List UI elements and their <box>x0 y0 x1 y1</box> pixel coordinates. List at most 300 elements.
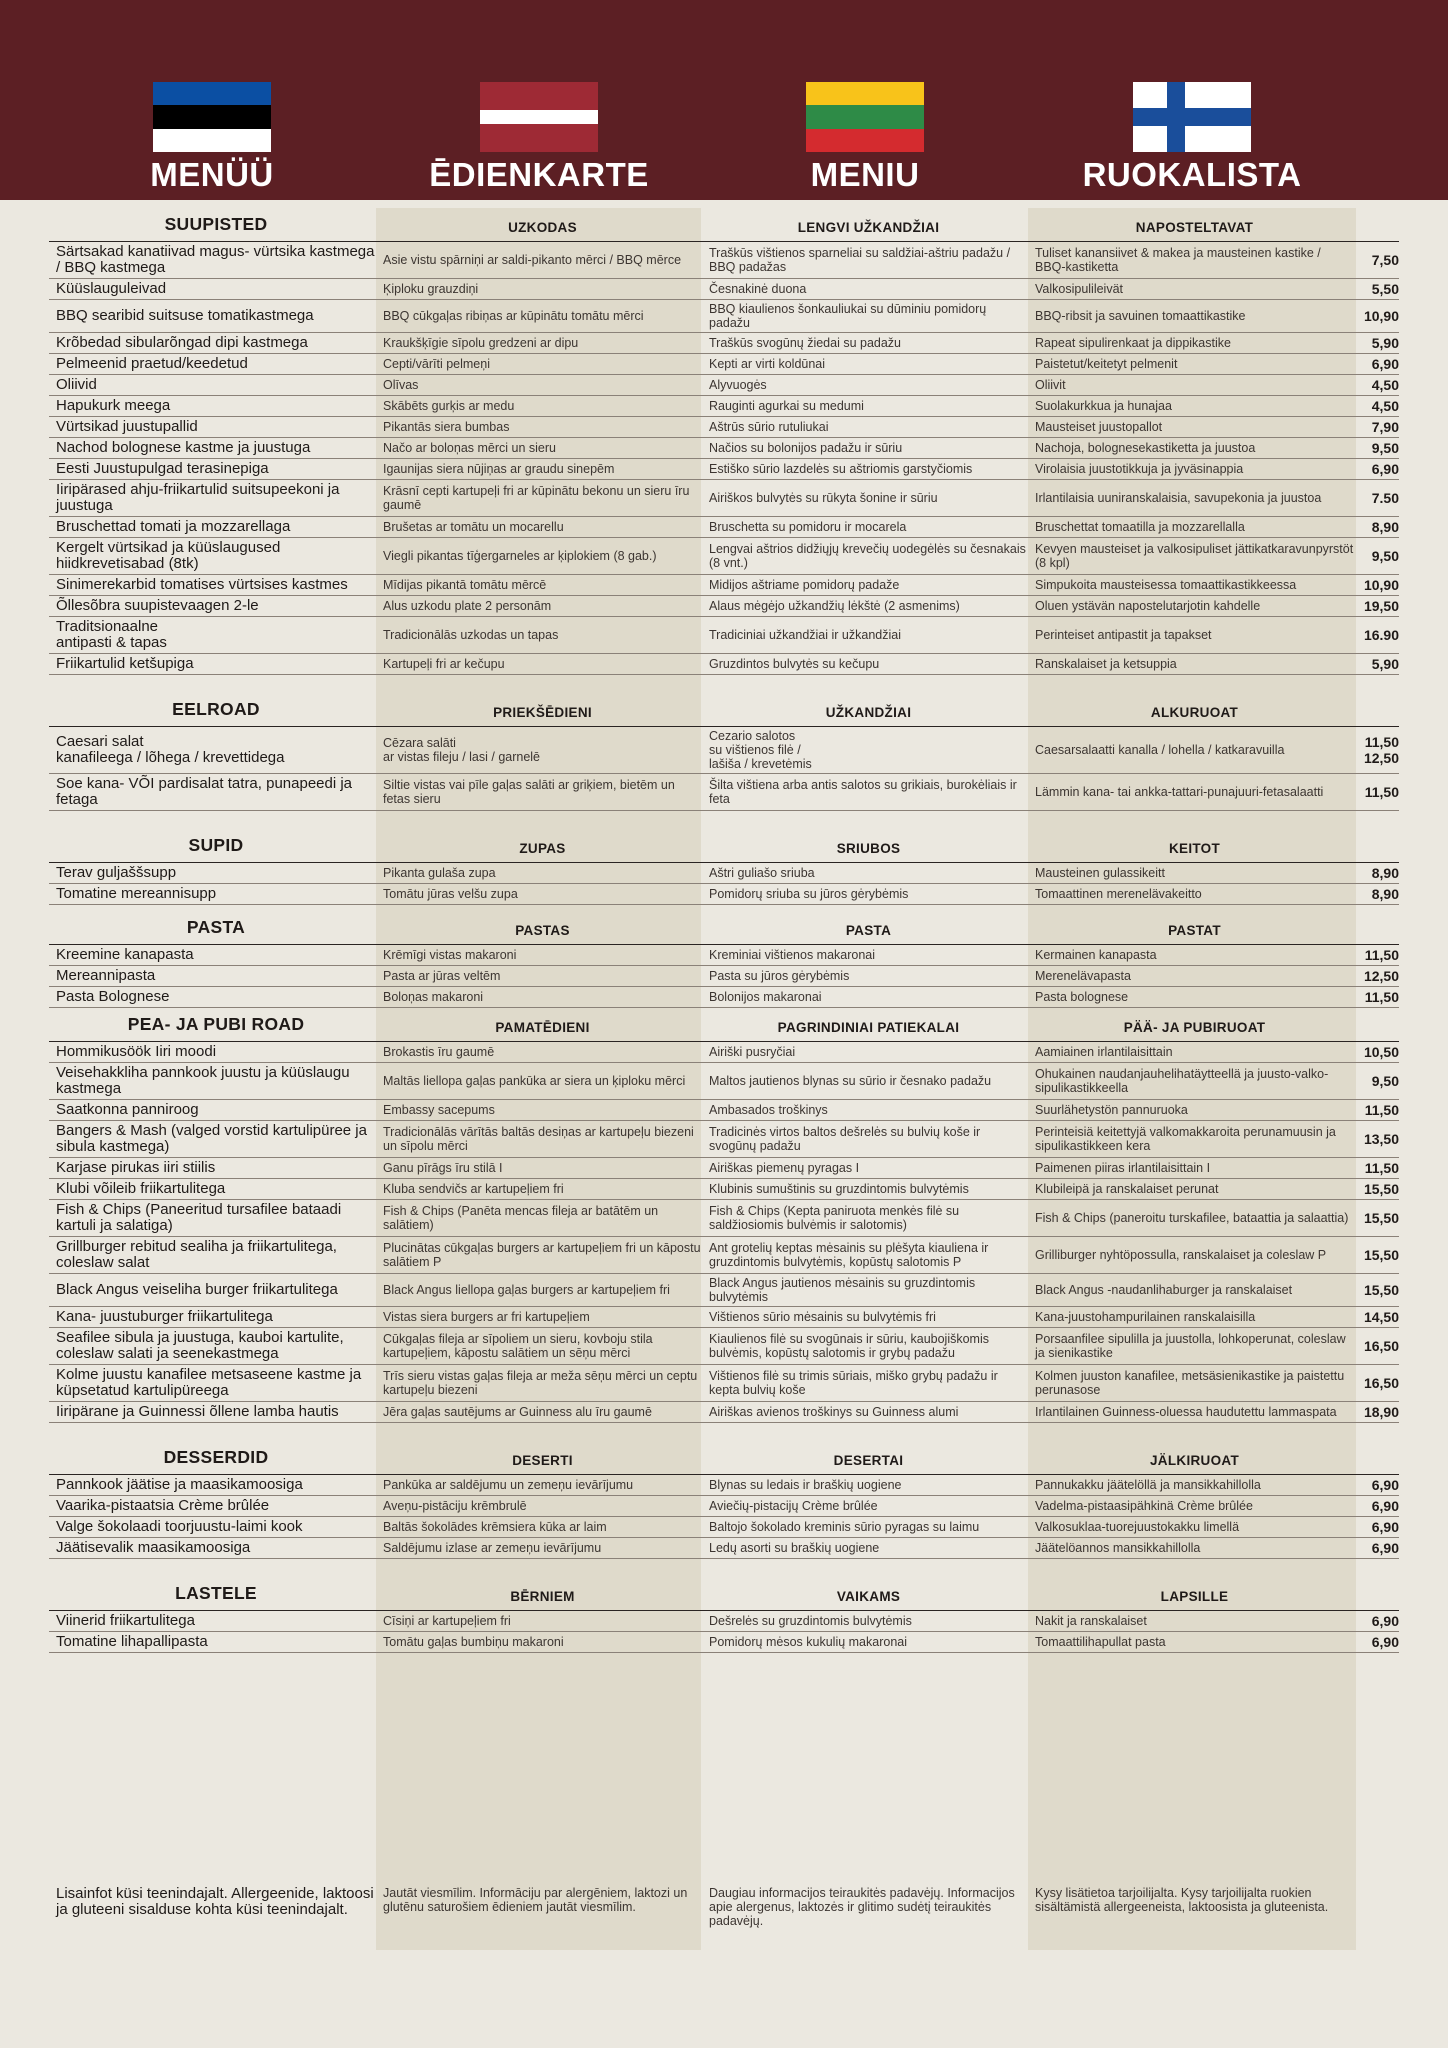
item-name-estonian: Klubi võileib friikartulitega <box>56 1180 226 1197</box>
footer-note-finnish: Kysy lisätietoa tarjoilijalta. Kysy tarjoilijalta ruokien sisältämistä allergeeneista, laktoosista ja gluteenista. <box>1035 1886 1329 1914</box>
item-price: 16,50 <box>1363 1338 1399 1354</box>
item-name-lithuanian: Klubinis sumuštinis su gruzdintomis bulvytėmis <box>709 1182 969 1196</box>
item-price: 6,90 <box>1371 356 1399 372</box>
item-name-latvian: Kluba sendvičs ar kartupeļiem fri <box>383 1182 564 1196</box>
item-price: 4,50 <box>1371 398 1399 414</box>
item-name-latvian: Tradicionālās uzkodas un tapas <box>383 628 559 642</box>
menu-item-row <box>49 654 1399 675</box>
item-name-estonian: Tomatine lihapallipasta <box>56 1633 208 1650</box>
item-name-lithuanian: Airiškas avienos troškinys su Guinness alumi <box>709 1405 959 1419</box>
section-header <box>49 1577 1399 1611</box>
section-title-lithuanian: PASTA <box>845 923 892 938</box>
section-header <box>49 1441 1399 1475</box>
item-name-estonian: Hapukurk meega <box>56 397 171 414</box>
item-price: 7,90 <box>1371 419 1399 435</box>
item-name-finnish: Aamiainen irlantilaisittain <box>1035 1045 1173 1059</box>
item-price: 5,90 <box>1371 335 1399 351</box>
item-name-estonian: Seafilee sibula ja juustuga, kauboi kartulite, coleslaw salati ja seenekastmega <box>56 1329 344 1362</box>
menu-item-row <box>49 333 1399 354</box>
item-name-estonian: Jäätisevalik maasikamoosiga <box>56 1539 251 1556</box>
item-name-finnish: Oluen ystävän napostelutarjotin kahdelle <box>1035 599 1261 613</box>
item-name-lithuanian: Airiškos bulvytės su rūkyta šonine ir sūriu <box>709 491 938 505</box>
item-name-lithuanian: Baltojo šokolado kreminis sūrio pyragas su laimu <box>709 1520 980 1534</box>
item-name-finnish: Black Angus -naudanlihaburger ja ranskalaiset <box>1035 1283 1293 1297</box>
menu-item-row <box>49 596 1399 617</box>
item-price: 10,90 <box>1363 308 1399 324</box>
item-name-estonian: Caesari salat kanafileega / lõhega / krevettidega <box>56 733 285 766</box>
menu-item-row <box>49 1200 1399 1237</box>
item-name-lithuanian: Fish & Chips (Kepta paniruota menkės filė su saldžiosiomis bulvėmis ir salotomis) <box>709 1204 960 1232</box>
item-name-finnish: Tomaattilihapullat pasta <box>1035 1635 1166 1649</box>
item-price: 8,90 <box>1371 865 1399 881</box>
item-name-finnish: Suolakurkkua ja hunajaa <box>1035 399 1172 413</box>
item-name-lithuanian: Airiški pusryčiai <box>709 1045 796 1059</box>
item-name-lithuanian: Airiškas piemenų pyragas I <box>709 1161 860 1175</box>
menu-item-row <box>49 1328 1399 1365</box>
menu-item-row <box>49 1365 1399 1402</box>
item-price: 9,50 <box>1371 1073 1399 1089</box>
item-price: 4,50 <box>1371 377 1399 393</box>
item-price: 11,50 <box>1364 1160 1399 1176</box>
item-price: 15,50 <box>1363 1247 1399 1263</box>
menu-item-row <box>49 1100 1399 1121</box>
item-name-lithuanian: Traškūs vištienos sparneliai su saldžiai-aštriu padažu / BBQ padažas <box>709 246 1011 274</box>
item-name-lithuanian: Dešrelės su gruzdintomis bulvytėmis <box>709 1614 912 1628</box>
item-price: 6,90 <box>1371 1634 1399 1650</box>
item-name-finnish: Porsaanfilee sipulilla ja juustolla, lohkoperunat, coleslaw ja sienikastike <box>1035 1332 1346 1360</box>
item-name-estonian: Oliivid <box>56 376 97 393</box>
section-title-latvian: DESERTI <box>512 1453 573 1468</box>
section-title-finnish: ALKURUOAT <box>1150 705 1239 720</box>
item-name-estonian: Krõbedad sibularõngad dipi kastmega <box>56 334 308 351</box>
section-title-estonian: DESSERDID <box>163 1447 269 1467</box>
item-name-lithuanian: Kreminiai vištienos makaronai <box>709 948 876 962</box>
item-name-lithuanian: Pasta su jūros gėrybėmis <box>709 969 850 983</box>
item-name-finnish: Mausteiset juustopallot <box>1035 420 1163 434</box>
item-name-lithuanian: Šilta vištiena arba antis salotos su grikiais, burokėliais ir feta <box>709 778 1017 806</box>
item-name-latvian: Fish & Chips (Panēta mencas fileja ar batātēm un salātiem) <box>383 1204 659 1232</box>
item-name-latvian: Tradicionālās vārītās baltās desiņas ar kartupeļu biezeni un sīpolu mērci <box>383 1125 694 1153</box>
item-name-estonian: BBQ searibid suitsuse tomatikastmega <box>56 307 314 324</box>
item-name-latvian: Skābēts gurķis ar medu <box>383 399 515 413</box>
item-name-estonian: Tomatine mereannisupp <box>56 885 217 902</box>
item-name-lithuanian: Kiaulienos filė su svogūnais ir sūriu, kaubojiškomis bulvėmis, kopūstų salotomis ir grybų padažu <box>709 1332 989 1360</box>
menu-item-row <box>49 1632 1399 1653</box>
item-name-latvian: Brušetas ar tomātu un mocarellu <box>383 520 564 534</box>
item-name-finnish: Kermainen kanapasta <box>1035 948 1157 962</box>
section-title-finnish: JÄLKIRUOAT <box>1150 1453 1239 1468</box>
item-name-estonian: Grillburger rebitud sealiha ja friikartulitega, coleslaw salat <box>56 1238 337 1271</box>
item-name-latvian: Tomātu jūras velšu zupa <box>383 887 518 901</box>
item-name-finnish: Lämmin kana- tai ankka-tattari-punajuuri-fetasalaatti <box>1035 785 1324 799</box>
menu-table <box>49 208 1399 1653</box>
item-price: 11,50 12,50 <box>1363 734 1399 766</box>
section-title-estonian: LASTELE <box>175 1583 257 1603</box>
title-latvian: ĒDIENKARTE <box>429 156 649 193</box>
menu-item-row <box>49 396 1399 417</box>
menu-item-row <box>49 279 1399 300</box>
menu-item-row <box>49 987 1399 1008</box>
item-name-estonian: Saatkonna panniroog <box>56 1101 199 1118</box>
section-title-latvian: BĒRNIEM <box>510 1589 575 1604</box>
item-name-estonian: Hommikusöök Iiri moodi <box>56 1043 217 1060</box>
item-name-latvian: Kartupeļi fri ar kečupu <box>383 657 505 671</box>
item-name-finnish: Merenelävapasta <box>1035 969 1131 983</box>
item-name-lithuanian: Bolonijos makaronai <box>709 990 822 1004</box>
section-title-latvian: PASTAS <box>515 923 570 938</box>
item-name-lithuanian: Midijos aštriame pomidorų padaže <box>709 578 900 592</box>
menu-item-row <box>49 1307 1399 1328</box>
item-name-estonian: Viinerid friikartulitega <box>56 1612 195 1629</box>
header-column-estonian <box>92 82 332 194</box>
item-name-estonian: Soe kana- VÕI pardisalat tatra, punapeedi ja fetaga <box>56 775 353 808</box>
item-name-finnish: Pasta bolognese <box>1035 990 1129 1004</box>
item-name-estonian: Kergelt vürtsikad ja küüslaugused hiidkrevetisabad (8tk) <box>56 539 281 572</box>
section-title-latvian: UZKODAS <box>508 220 577 235</box>
item-name-lithuanian: Aštri guliašo sriuba <box>709 866 815 880</box>
menu-item-row <box>49 945 1399 966</box>
item-name-lithuanian: Pomidorų sriuba su jūros gėrybėmis <box>709 887 909 901</box>
item-name-finnish: Simpukoita mausteisessa tomaattikastikkeessa <box>1035 578 1297 592</box>
item-price: 7,50 <box>1371 252 1399 268</box>
item-name-finnish: Valkosipulileivät <box>1035 282 1124 296</box>
menu-item-row <box>49 1402 1399 1423</box>
item-name-estonian: Pasta Bolognese <box>56 988 170 1005</box>
item-name-lithuanian: Česnakinė duona <box>709 282 807 296</box>
menu-item-row <box>49 1274 1399 1307</box>
title-finnish: RUOKALISTA <box>1082 156 1302 193</box>
menu-item-row <box>49 459 1399 480</box>
item-name-latvian: Olīvas <box>383 378 419 392</box>
item-name-lithuanian: Traškūs svogūnų žiedai su padažu <box>709 336 902 350</box>
item-name-lithuanian: Black Angus jautienos mėsainis su gruzdintomis bulvytėmis <box>709 1276 976 1304</box>
menu-item-row <box>49 354 1399 375</box>
item-name-lithuanian: Tradiciniai užkandžiai ir užkandžiai <box>709 628 901 642</box>
item-price: 15,50 <box>1363 1282 1399 1298</box>
item-name-latvian: Pankūka ar saldējumu un zemeņu ievārījumu <box>383 1478 634 1492</box>
item-name-latvian: Ķiploku grauzdiņi <box>383 282 479 296</box>
item-name-finnish: Fish & Chips (paneroitu turskafilee, bataattia ja salaattia) <box>1035 1211 1349 1225</box>
item-name-estonian: Iiripärased ahju-friikartulid suitsupeekoni ja juustuga <box>56 481 340 514</box>
section-title-finnish: LAPSILLE <box>1160 1589 1229 1604</box>
item-name-latvian: Saldējumu izlase ar zemeņu ievārījumu <box>383 1541 602 1555</box>
menu-item-row <box>49 1121 1399 1158</box>
item-name-finnish: Oliivit <box>1035 378 1066 392</box>
menu-item-row <box>49 1158 1399 1179</box>
item-price: 6,90 <box>1371 1477 1399 1493</box>
item-name-finnish: Paistetut/keitetyt pelmenit <box>1035 357 1178 371</box>
menu-item-row <box>49 438 1399 459</box>
item-name-lithuanian: Ambasados troškinys <box>709 1103 828 1117</box>
item-name-latvian: Alus uzkodu plate 2 personām <box>383 599 552 613</box>
menu-item-row <box>49 538 1399 575</box>
menu-item-row <box>49 417 1399 438</box>
item-price: 6,90 <box>1371 1540 1399 1556</box>
section-title-finnish: PÄÄ- JA PUBIRUOAT <box>1123 1020 1266 1035</box>
section-header <box>49 1008 1399 1042</box>
item-name-lithuanian: Bruschetta su pomidoru ir mocarela <box>709 520 907 534</box>
item-name-latvian: Cūkgaļas fileja ar sīpoliem un sieru, kovboju stila kartupeļiem, kāpostu salātiem un sēņu mērci <box>383 1332 653 1360</box>
item-price: 5,90 <box>1371 656 1399 672</box>
item-name-latvian: Pikanta gulaša zupa <box>383 866 496 880</box>
item-price: 8,90 <box>1371 519 1399 535</box>
item-name-latvian: Cīsiņi ar kartupeļiem fri <box>383 1614 511 1628</box>
item-price: 6,90 <box>1371 1498 1399 1514</box>
menu-item-row <box>49 575 1399 596</box>
item-name-lithuanian: Gruzdintos bulvytės su kečupu <box>709 657 880 671</box>
item-name-finnish: Nakit ja ranskalaiset <box>1035 1614 1147 1628</box>
item-name-finnish: Kevyen mausteiset ja valkosipuliset jättikatkaravunpyrstöt (8 kpl) <box>1035 542 1354 570</box>
item-name-lithuanian: Načios su bolonijos padažu ir sūriu <box>709 441 903 455</box>
item-name-finnish: Pannukakku jäätelöllä ja mansikkahillolla <box>1035 1478 1261 1492</box>
item-name-latvian: Načo ar boloņas mērci un sieru <box>383 441 556 455</box>
item-name-finnish: Ranskalaiset ja ketsuppia <box>1035 657 1177 671</box>
item-name-estonian: Veisehakkliha pannkook juustu ja küüslaugu kastmega <box>56 1064 350 1097</box>
item-name-lithuanian: Pomidorų mėsos kukulių makaronai <box>709 1635 908 1649</box>
item-name-finnish: BBQ-ribsit ja savuinen tomaattikastike <box>1035 309 1246 323</box>
menu-item-row <box>49 375 1399 396</box>
item-name-finnish: Caesarsalaatti kanalla / lohella / katkaravuilla <box>1035 743 1285 757</box>
item-name-latvian: Baltās šokolādes krēmsiera kūka ar laim <box>383 1520 607 1534</box>
footer-notes <box>49 1886 1399 1928</box>
menu-item-row <box>49 884 1399 905</box>
item-name-lithuanian: Cezario salotos su vištienos filė / lašiša / krevetėmis <box>709 729 812 771</box>
menu-item-row <box>49 1517 1399 1538</box>
finland-flag-icon <box>1133 82 1251 152</box>
section-title-estonian: PASTA <box>186 917 246 937</box>
item-price: 16,50 <box>1363 1375 1399 1391</box>
item-name-finnish: Vadelma-pistaasipähkinä Crème brûlée <box>1035 1499 1253 1513</box>
item-name-latvian: Pikantās siera bumbas <box>383 420 510 434</box>
item-name-estonian: Terav guljaššsupp <box>56 864 177 881</box>
item-name-estonian: Fish & Chips (Paneeritud tursafilee bataadi kartuli ja salatiga) <box>56 1201 342 1234</box>
item-name-estonian: Valge šokolaadi toorjuustu-laimi kook <box>56 1518 303 1535</box>
item-name-estonian: Pelmeenid praetud/keedetud <box>56 355 248 372</box>
section-title-finnish: NAPOSTELTAVAT <box>1135 220 1254 235</box>
menu-item-row <box>49 1538 1399 1559</box>
title-lithuanian: MENIU <box>810 156 920 193</box>
item-price: 11,50 <box>1364 947 1399 963</box>
item-name-estonian: Pannkook jäätise ja maasikamoosiga <box>56 1476 303 1493</box>
section-header <box>49 693 1399 727</box>
item-name-latvian: Trīs sieru vistas gaļas fileja ar meža sēņu mērci un ceptu kartupeļu biezeni <box>383 1369 698 1397</box>
item-name-finnish: Irlantilainen Guinness-oluessa haudutettu lammaspata <box>1035 1405 1337 1419</box>
item-price: 11,50 <box>1364 1102 1399 1118</box>
menu-item-row <box>49 774 1399 811</box>
menu-item-row <box>49 863 1399 884</box>
item-name-lithuanian: Lengvai aštrios didžiųjų krevečių uodegėlės su česnakais (8 vnt.) <box>709 542 1026 570</box>
item-name-lithuanian: Ant grotelių keptas mėsainis su plėšyta kiauliena ir gruzdintomis bulvytėmis, kopūstų salotomis P <box>709 1241 989 1269</box>
item-name-estonian: Vürtsikad juustupallid <box>56 418 198 435</box>
menu-item-row <box>49 1475 1399 1496</box>
section-header <box>49 911 1399 945</box>
item-price: 8,90 <box>1371 886 1399 902</box>
item-name-estonian: Friikartulid ketšupiga <box>56 655 194 672</box>
item-name-estonian: Kana- juustuburger friikartulitega <box>56 1308 273 1325</box>
item-name-latvian: BBQ cūkgaļas ribiņas ar kūpinātu tomātu mērci <box>383 309 644 323</box>
item-name-latvian: Jēra gaļas sautējums ar Guinness alu īru gaumē <box>383 1405 652 1419</box>
item-name-finnish: Bruschettat tomaatilla ja mozzarellalla <box>1035 520 1245 534</box>
menu-item-row <box>49 1179 1399 1200</box>
item-name-latvian: Embassy sacepums <box>383 1103 495 1117</box>
item-name-finnish: Valkosuklaa-tuorejuustokakku limellä <box>1035 1520 1240 1534</box>
item-name-latvian: Tomātu gaļas bumbiņu makaroni <box>383 1635 564 1649</box>
item-name-lithuanian: Rauginti agurkai su medumi <box>709 399 864 413</box>
menu-item-row <box>49 727 1399 774</box>
item-name-lithuanian: Alyvuogės <box>709 378 767 392</box>
section-title-estonian: PEA- JA PUBI ROAD <box>127 1014 305 1034</box>
menu-item-row <box>49 1042 1399 1063</box>
item-name-latvian: Asie vistu spārniņi ar saldi-pikanto mērci / BBQ mērce <box>383 253 682 267</box>
item-price: 10,90 <box>1363 577 1399 593</box>
item-price: 15,50 <box>1363 1181 1399 1197</box>
section-title-finnish: PASTAT <box>1168 923 1221 938</box>
item-name-finnish: Irlantilaisia uuniranskalaisia, savupekonia ja juustoa <box>1035 491 1322 505</box>
item-name-finnish: Grilliburger nyhtöpossulla, ranskalaiset ja coleslaw P <box>1035 1248 1327 1262</box>
item-name-latvian: Cepti/vārīti pelmeņi <box>383 357 490 371</box>
item-price: 12,50 <box>1363 968 1399 984</box>
header-column-lithuanian <box>745 82 985 194</box>
section-title-lithuanian: SRIUBOS <box>836 841 901 856</box>
menu-item-row <box>49 966 1399 987</box>
lithuania-flag-icon <box>806 82 924 152</box>
header-column-latvian <box>419 82 659 194</box>
item-name-latvian: Mīdijas pikantā tomātu mērcē <box>383 578 547 592</box>
item-name-lithuanian: Vištienos sūrio mėsainis su bulvytėmis fri <box>709 1310 936 1324</box>
item-name-finnish: Perinteiset antipastit ja tapakset <box>1035 628 1212 642</box>
item-name-estonian: Black Angus veiseliha burger friikartulitega <box>56 1281 338 1298</box>
item-price: 10,50 <box>1363 1044 1399 1060</box>
item-price: 15,50 <box>1363 1210 1399 1226</box>
section-header <box>49 208 1399 242</box>
item-name-estonian: Kreemine kanapasta <box>56 946 194 963</box>
menu-item-row <box>49 242 1399 279</box>
section-title-latvian: PRIEKŠĒDIENI <box>493 705 592 720</box>
item-price: 16.90 <box>1363 627 1399 643</box>
item-name-finnish: Perinteisiä keitettyjä valkomakkaroita perunamuusin ja sipulikastikkeen kera <box>1035 1125 1336 1153</box>
item-name-estonian: Bangers & Mash (valged vorstid kartulipüree ja sibula kastmega) <box>56 1122 367 1155</box>
item-price: 6,90 <box>1371 1519 1399 1535</box>
footer-note-lithuanian: Daugiau informacijos teiraukitės padavėjų. Informacijos apie alergenus, laktozės ir glitimo sudėtį teiraukitės padavėjų. <box>709 1886 1015 1928</box>
item-name-finnish: Kana-juustohampurilainen ranskalaisilla <box>1035 1310 1256 1324</box>
section-title-latvian: PAMATĒDIENI <box>495 1020 590 1035</box>
item-name-latvian: Krāsnī cepti kartupeļi fri ar kūpinātu bekonu un sieru īru gaumē <box>383 484 690 512</box>
item-price: 6,90 <box>1371 1613 1399 1629</box>
item-name-lithuanian: Ledų asorti su braškių uogiene <box>709 1541 880 1555</box>
item-name-latvian: Boloņas makaroni <box>383 990 484 1004</box>
item-name-lithuanian: Alaus mėgėjo užkandžių lėkštė (2 asmenims) <box>709 599 960 613</box>
item-name-latvian: Siltie vistas vai pīle gaļas salāti ar griķiem, bietēm un fetas sieru <box>383 778 675 806</box>
section-title-estonian: SUUPISTED <box>164 214 268 234</box>
footer-note-latvian: Jautāt viesmīlim. Informāciju par alergēniem, laktozi un glutēnu saturošiem ēdieniem jautāt viesmīlim. <box>383 1886 688 1914</box>
item-name-estonian: Kolme juustu kanafilee metsaseene kastme ja küpsetatud kartulipüreega <box>56 1366 362 1399</box>
item-name-latvian: Krēmīgi vistas makaroni <box>383 948 517 962</box>
item-price: 11,50 <box>1364 989 1399 1005</box>
section-title-lithuanian: PAGRINDINIAI PATIEKALAI <box>777 1020 960 1035</box>
item-name-estonian: Eesti Juustupulgad terasinepiga <box>56 460 269 477</box>
section-title-lithuanian: VAIKAMS <box>836 1589 901 1604</box>
item-name-lithuanian: Blynas su ledais ir braškių uogiene <box>709 1478 902 1492</box>
item-price: 7.50 <box>1371 490 1399 506</box>
item-name-finnish: Nachoja, bolognesekastiketta ja juustoa <box>1035 441 1256 455</box>
item-name-lithuanian: Maltos jautienos blynas su sūrio ir česnako padažu <box>709 1074 992 1088</box>
item-name-estonian: Nachod bolognese kastme ja juustuga <box>56 439 311 456</box>
item-name-finnish: Mausteinen gulassikeitt <box>1035 866 1165 880</box>
item-name-estonian: Mereannipasta <box>56 967 156 984</box>
item-name-latvian: Black Angus liellopa gaļas burgers ar kartupeļiem fri <box>383 1283 670 1297</box>
item-name-estonian: Iiripärane ja Guinnessi õllene lamba hautis <box>56 1403 339 1420</box>
item-name-estonian: Küüslauguleivad <box>56 280 167 297</box>
item-name-estonian: Karjase pirukas iiri stiilis <box>56 1159 216 1176</box>
item-name-finnish: Virolaisia juustotikkuja ja jyväsinappia <box>1035 462 1244 476</box>
item-name-finnish: Jäätelöannos mansikkahillolla <box>1035 1541 1201 1555</box>
item-name-latvian: Maltās liellopa gaļas pankūka ar siera un ķiploku mērci <box>383 1074 686 1088</box>
latvia-flag-icon <box>480 82 598 152</box>
menu-item-row <box>49 617 1399 654</box>
item-name-finnish: Ohukainen naudanjauhelihatäytteellä ja juusto-valko-sipulikastikkeella <box>1035 1067 1329 1095</box>
item-name-latvian: Viegli pikantas tīģergarneles ar ķiplokiem (8 gab.) <box>383 549 657 563</box>
item-price: 9,50 <box>1371 440 1399 456</box>
section-title-estonian: EELROAD <box>172 699 260 719</box>
item-name-lithuanian: Estiško sūrio lazdelės su aštriomis garstyčiomis <box>709 462 973 476</box>
section-title-latvian: ZUPAS <box>519 841 566 856</box>
menu-item-row <box>49 1237 1399 1274</box>
item-name-lithuanian: Vištienos filė su trimis sūriais, miško grybų padažu ir kepta bulvių koše <box>709 1369 998 1397</box>
item-name-estonian: Õllesõbra suupistevaagen 2-le <box>56 597 259 614</box>
item-name-finnish: Kolmen juuston kanafilee, metsäsienikastike ja paistettu perunasose <box>1035 1369 1345 1397</box>
item-price: 11,50 <box>1364 784 1399 800</box>
item-name-finnish: Suurlähetystön pannuruoka <box>1035 1103 1188 1117</box>
item-price: 18,90 <box>1363 1404 1399 1420</box>
estonia-flag-icon <box>153 82 271 152</box>
item-name-lithuanian: Aviečių-pistacijų Crème brûlée <box>709 1499 878 1513</box>
section-title-lithuanian: LENGVI UŽKANDŽIAI <box>797 220 940 235</box>
item-name-estonian: Traditsionaalne antipasti & tapas <box>56 618 167 651</box>
item-name-lithuanian: Tradicinės virtos baltos dešrelės su bulvių koše ir svogūnų padažu <box>709 1125 981 1153</box>
item-name-latvian: Kraukšķīgie sīpolu gredzeni ar dipu <box>383 336 579 350</box>
item-name-estonian: Vaarika-pistaatsia Crème brûlée <box>56 1497 270 1514</box>
section-title-lithuanian: DESERTAI <box>833 1453 904 1468</box>
item-price: 14,50 <box>1363 1309 1399 1325</box>
item-name-finnish: Klubileipä ja ranskalaiset perunat <box>1035 1182 1219 1196</box>
item-name-latvian: Aveņu-pistāciju krēmbrulē <box>383 1499 527 1513</box>
item-name-latvian: Igaunijas siera nūjiņas ar graudu sinepēm <box>383 462 615 476</box>
header-band <box>0 0 1448 200</box>
item-name-latvian: Brokastis īru gaumē <box>383 1045 495 1059</box>
header-column-finnish <box>1072 82 1312 194</box>
item-price: 13,50 <box>1363 1131 1399 1147</box>
item-name-estonian: Särtsakad kanatiivad magus- vürtsika kastmega / BBQ kastmega <box>56 243 375 276</box>
menu-item-row <box>49 300 1399 333</box>
item-name-estonian: Sinimerekarbid tomatises vürtsises kastmes <box>56 576 348 593</box>
section-title-finnish: KEITOT <box>1168 841 1221 856</box>
menu-item-row <box>49 517 1399 538</box>
title-estonian: MENÜÜ <box>150 156 274 193</box>
item-name-finnish: Paimenen piiras irlantilaisittain I <box>1035 1161 1211 1175</box>
item-price: 5,50 <box>1371 281 1399 297</box>
item-name-latvian: Plucinātas cūkgaļas burgers ar kartupeļiem fri un kāpostu salātiem P <box>383 1241 701 1269</box>
section-title-estonian: SUPID <box>188 835 244 855</box>
item-name-latvian: Cēzara salāti ar vistas fileju / lasi / garnelē <box>383 736 541 764</box>
menu-item-row <box>49 480 1399 517</box>
item-name-latvian: Ganu pīrāgs īru stilā I <box>383 1161 503 1175</box>
section-header <box>49 829 1399 863</box>
item-name-latvian: Pasta ar jūras veltēm <box>383 969 501 983</box>
menu-item-row <box>49 1063 1399 1100</box>
menu-item-row <box>49 1496 1399 1517</box>
item-price: 6,90 <box>1371 461 1399 477</box>
item-name-lithuanian: BBQ kiaulienos šonkauliukai su dūminiu pomidorų padažu <box>709 302 987 330</box>
